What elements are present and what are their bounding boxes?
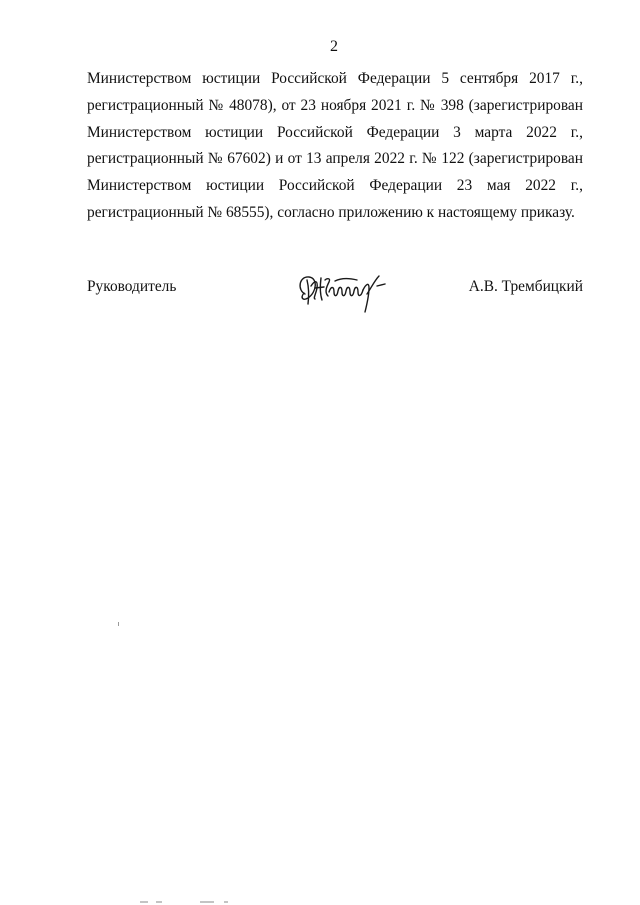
paragraph-line: регистрационный № 48078), от 23 ноября 2021 г. № 398 (зарегистрирован [87,96,583,114]
signature-block [87,268,583,318]
signatory-name: А.В. Трембицкий [468,278,583,295]
paragraph-line: регистрационный № 68555), согласно приложению к настоящему приказу. [87,203,575,221]
paragraph-line: регистрационный № 67602) и от 13 апреля 2022 г. № 122 (зарегистрирован [87,150,583,168]
paragraph-line: Министерством юстиции Российской Федерации 23 мая 2022 г., [87,177,583,195]
scan-speck [118,622,119,626]
page-number: 2 [330,38,338,55]
paragraph-line: Министерством юстиции Российской Федерации 3 марта 2022 г., [87,123,583,141]
signatory-role: Руководитель [87,278,177,295]
body-paragraph [87,66,583,227]
handwritten-signature-icon [291,268,391,314]
scan-edge-artifact [0,899,640,905]
paragraph-line: Министерством юстиции Российской Федерации 5 сентября 2017 г., [87,70,583,87]
